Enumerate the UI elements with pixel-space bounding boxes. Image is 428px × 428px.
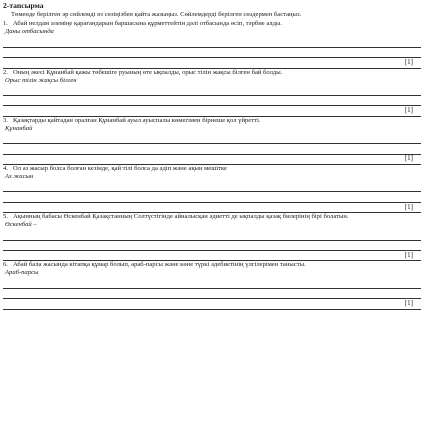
sentence-starter: Құнанбай <box>5 124 33 132</box>
answer-line[interactable] <box>3 86 421 96</box>
answer-line[interactable] <box>3 48 421 58</box>
task-heading: 2-тапсырма <box>3 1 44 10</box>
task-sentence: Абай бала жасында кітапқа құмар болып, араб-парсы және көне түркі әдебиетінің үлгілерімен танысты. <box>13 261 306 269</box>
task-sentence: Абай нелдам әлеміңе қарағандарын баршасына құрметтейтін дәлі отбасында өсіп, тәрбие алды. <box>13 20 283 28</box>
sentence-starter: Өскенбай – <box>5 221 37 229</box>
task-item-5 <box>3 213 421 261</box>
answer-line[interactable] <box>3 96 421 106</box>
task-number: 4. <box>3 164 8 172</box>
task-number: 3. <box>3 116 8 124</box>
sentence-starter: Орыс тілін жақсы білген <box>5 76 77 84</box>
answer-line[interactable] <box>3 279 421 289</box>
answer-line[interactable] <box>3 144 421 154</box>
task-number: 6. <box>3 261 8 269</box>
task-list <box>3 20 421 309</box>
answer-line[interactable] <box>3 289 421 299</box>
answer-line[interactable] <box>3 192 421 202</box>
answer-line[interactable] <box>3 230 421 240</box>
task-number: 5. <box>3 213 8 221</box>
sentence-starter: Даны отбасында <box>5 28 54 36</box>
score-mark: [1] <box>404 299 413 308</box>
task-item-1 <box>3 20 421 68</box>
score-mark: [1] <box>404 106 413 115</box>
answer-line[interactable] <box>3 58 421 68</box>
task-number: 2. <box>3 68 8 76</box>
answer-line[interactable] <box>3 106 421 116</box>
task-item-3 <box>3 117 421 165</box>
score-mark: [1] <box>404 57 413 66</box>
task-sentence: Ақынның бабасы Өскенбай Қазақстанның Солтүстігінде айналысқан әдиетті де ықпалды қазақ билерінің бірі болатын. <box>13 213 349 221</box>
answer-line[interactable] <box>3 203 421 213</box>
answer-line[interactable] <box>3 182 421 192</box>
answer-line[interactable] <box>3 299 421 309</box>
score-mark: [1] <box>404 154 413 163</box>
sentence-starter: Араб-парсы <box>5 269 39 277</box>
instruction-text: Төмендe берілген әр сөйлемді өз сөзіңізбен қайта жазыңыз. Сөйлемдерді берілген сөздермен бастаңыз. <box>11 11 302 19</box>
answer-line[interactable] <box>3 241 421 251</box>
task-sentence: Оның әкесі Құнанбай қажы төбешіге руының өте ықпалды, орыс тілін жақсы білген бай болды. <box>13 68 283 76</box>
task-number: 1. <box>3 20 8 28</box>
task-item-2 <box>3 69 421 117</box>
task-sentence: Ол аз жасыр болса болған кезінде, қай тілі болса да әдіп және ақын мешітке <box>13 164 227 172</box>
worksheet-page <box>3 1 421 310</box>
answer-line[interactable] <box>3 134 421 144</box>
sentence-starter: Аз жасын <box>5 173 34 181</box>
score-mark: [1] <box>404 250 413 259</box>
answer-line[interactable] <box>3 251 421 261</box>
answer-line[interactable] <box>3 155 421 165</box>
score-mark: [1] <box>404 202 413 211</box>
task-sentence: Қазақтарды қайтадан оралған Құнанбай ауыл ауыспалы көмегімен бірнеше қол үйретті. <box>13 116 261 124</box>
answer-line[interactable] <box>3 37 421 47</box>
task-item-4 <box>3 165 421 213</box>
task-item-6 <box>3 261 421 309</box>
